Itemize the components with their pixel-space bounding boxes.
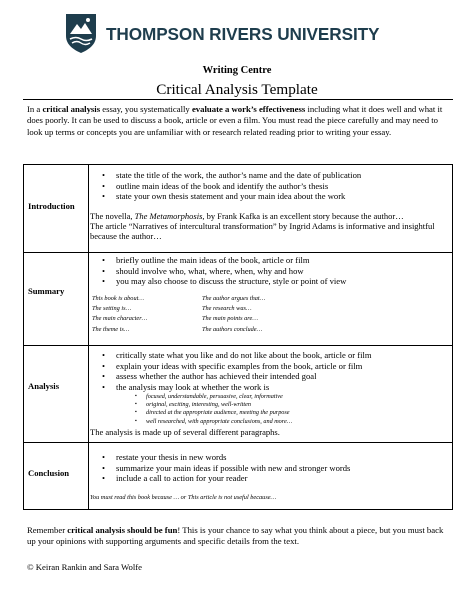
conclusion-example: You must read this book because … or This article is not useful because… bbox=[90, 493, 277, 501]
conclusion-cell bbox=[90, 452, 448, 503]
title-divider bbox=[23, 99, 453, 100]
phrase: The research was… bbox=[202, 304, 252, 312]
row-label-introduction: Introduction bbox=[28, 201, 75, 211]
list-item: • state your own thesis statement and your main idea about the work bbox=[116, 191, 448, 202]
introduction-example: The article “Narratives of intercultural transformation” by Ingrid Adams is informative and insightful because the author… bbox=[90, 220, 435, 242]
list-item: • critically state what you like and do not like about the book, article or film bbox=[116, 350, 448, 361]
sub-list-item: ▪ focused, understandable, persuasive, clear, informative bbox=[146, 393, 448, 401]
university-wordmark: THOMPSON RIVERS UNIVERSITY bbox=[106, 24, 380, 44]
row-divider bbox=[24, 345, 452, 346]
list-item: • summarize your main ideas if possible with new and stronger words bbox=[116, 463, 448, 474]
phrase: The main character… bbox=[92, 315, 148, 323]
list-item: • should involve who, what, where, when, why and how bbox=[116, 266, 448, 277]
centre-name: Writing Centre bbox=[202, 65, 272, 76]
tru-logo bbox=[64, 12, 414, 56]
sub-list-item: ▪ directed at the appropriate audience, meeting the purpose bbox=[146, 409, 448, 417]
list-item: • state the title of the work, the author’s name and the date of publication bbox=[116, 170, 448, 181]
page-title: Critical Analysis Template bbox=[156, 81, 318, 98]
university-crest-icon bbox=[64, 12, 98, 54]
summary-phrases bbox=[92, 294, 448, 336]
list-item: • the analysis may look at whether the work is bbox=[116, 382, 448, 393]
list-item: • outline main ideas of the book and identify the author’s thesis bbox=[116, 181, 448, 192]
sub-list-item: ▪ original, exciting, interesting, well-written bbox=[146, 401, 448, 409]
list-item: • include a call to action for your reader bbox=[116, 473, 448, 484]
column-divider bbox=[88, 165, 89, 509]
phrase: The authors conclude… bbox=[202, 325, 263, 333]
analysis-note: The analysis is made up of several different paragraphs. bbox=[90, 426, 280, 437]
list-item: • explain your ideas with specific examples from the book, article or film bbox=[116, 361, 448, 372]
sub-list-item: ▪ well researched, with appropriate conclusions, and more… bbox=[146, 418, 448, 426]
list-item: • restate your thesis in new words bbox=[116, 452, 448, 463]
phrase: The theme is… bbox=[92, 325, 130, 333]
row-label-conclusion: Conclusion bbox=[28, 468, 70, 478]
closing-paragraph: Remember critical analysis should be fun! This is your chance to say what you think about a piece, but you must back up your opinions with supporting arguments and specific details from the text. bbox=[27, 525, 444, 547]
phrase: This book is about… bbox=[92, 294, 144, 302]
row-divider bbox=[24, 442, 452, 443]
intro-paragraph: In a critical analysis essay, you systematically evaluate a work’s effectiveness including what it does well and what it does poorly. It can be used to discuss a book, article or even a film. You must read the piece carefully and may need to look up terms or concepts you are unfamiliar with or research related reading prior to writing your essay. bbox=[27, 104, 443, 137]
row-divider bbox=[24, 252, 452, 253]
phrase: The main points are… bbox=[202, 315, 258, 323]
introduction-cell bbox=[90, 170, 448, 242]
template-table bbox=[23, 164, 453, 510]
phrase: The setting is… bbox=[92, 304, 132, 312]
list-item: • briefly outline the main ideas of the book, article or film bbox=[116, 255, 448, 266]
list-item: • you may also choose to discuss the structure, style or point of view bbox=[116, 276, 448, 287]
summary-cell bbox=[90, 255, 448, 335]
copyright-notice: © Keiran Rankin and Sara Wolfe bbox=[27, 562, 143, 572]
introduction-example: The novella, The Metamorphosis, by Frank Kafka is an excellent story because the author… bbox=[90, 210, 404, 221]
analysis-cell bbox=[90, 350, 448, 437]
phrase: The author argues that… bbox=[202, 294, 266, 302]
row-label-summary: Summary bbox=[28, 286, 65, 296]
list-item: • assess whether the author has achieved their intended goal bbox=[116, 371, 448, 382]
row-label-analysis: Analysis bbox=[28, 381, 60, 391]
